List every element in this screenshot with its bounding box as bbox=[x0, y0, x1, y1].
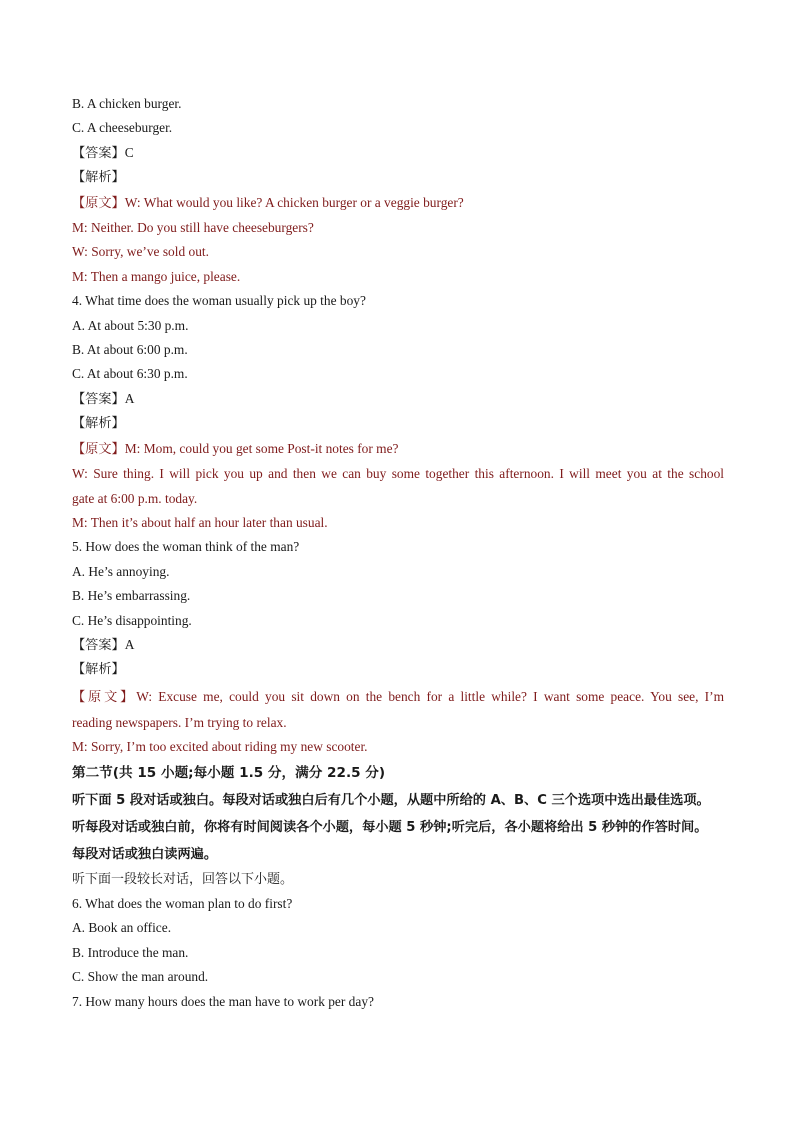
q4-option-b: B. At about 6:00 p.m. bbox=[72, 342, 188, 358]
transcript-label: 【原文】 bbox=[72, 689, 137, 705]
q3-option-c: C. A cheeseburger. bbox=[72, 120, 173, 136]
q3-transcript-line: M: Neither. Do you still have cheeseburgers? bbox=[72, 220, 314, 236]
q4-option-c: C. At about 6:30 p.m. bbox=[72, 366, 188, 382]
q5-transcript-line: 【原文】W: Excuse me, could you sit down on the bench for a little while? I want some peace. You see, I’m bbox=[72, 688, 724, 705]
q3-answer bbox=[72, 141, 724, 166]
answer-value: A bbox=[124, 636, 135, 652]
q6-option-a: A. Book an office. bbox=[72, 920, 172, 936]
q7-question: 7. How many hours does the man have to work per day? bbox=[72, 993, 374, 1009]
q4-transcript-line: gate at 6:00 p.m. today. bbox=[72, 490, 198, 506]
section-heading: 第二节(共 15 小题;每小题 1.5 分，满分 22.5 分) bbox=[72, 764, 386, 781]
q4-question: 4. What time does the woman usually pick up the boy? bbox=[72, 293, 366, 309]
answer-value: C bbox=[124, 144, 134, 160]
q6-question: 6. What does the woman plan to do first? bbox=[72, 895, 293, 911]
q3-transcript-line: 【原文】W: What would you like? A chicken burger or a veggie burger? bbox=[72, 194, 464, 211]
transcript-label: 【原文】 bbox=[72, 441, 125, 457]
section-instruction: 听每段对话或独白前，你将有时间阅读各个小题，每小题 5 秒钟;听完后，各小题将给出 5 秒钟的作答时间。 bbox=[72, 819, 708, 835]
q4-analysis-label: 【解析】 bbox=[72, 416, 125, 432]
q5-analysis-label: 【解析】 bbox=[72, 662, 125, 678]
q4-transcript-line: M: Then it’s about half an hour later than usual. bbox=[72, 514, 328, 530]
answer-label: 【答案】 bbox=[72, 391, 125, 407]
section-instruction: 听下面 5 段对话或独白。每段对话或独白后有几个小题，从题中所给的 A、B、C 三个选项中选出最佳选项。 bbox=[72, 792, 710, 808]
answer-label: 【答案】 bbox=[72, 637, 125, 653]
q5-question: 5. How does the woman think of the man? bbox=[72, 539, 300, 555]
q3-option-b: B. A chicken burger. bbox=[72, 96, 182, 111]
q3-transcript-line: M: Then a mango juice, please. bbox=[72, 268, 241, 284]
q4-transcript-line: 【原文】M: Mom, could you get some Post-it notes for me? bbox=[72, 440, 399, 457]
transcript-label: 【原文】 bbox=[72, 195, 125, 211]
sub-instruction: 听下面一段较长对话，回答以下小题。 bbox=[72, 871, 294, 887]
q5-answer bbox=[72, 633, 724, 658]
q4-transcript-line: W: Sure thing. I will pick you up and then we can buy some together this afternoon. I will meet you at the school bbox=[72, 466, 724, 482]
q5-transcript-line: reading newspapers. I’m trying to relax. bbox=[72, 714, 287, 730]
q5-option-b: B. He’s embarrassing. bbox=[72, 588, 191, 604]
q3-transcript-line: W: Sorry, we’ve sold out. bbox=[72, 244, 209, 260]
q5-option-a: A. He’s annoying. bbox=[72, 563, 170, 579]
q4-answer bbox=[72, 387, 724, 412]
answer-value: A bbox=[124, 390, 135, 406]
q5-transcript-line: M: Sorry, I’m too excited about riding my new scooter. bbox=[72, 739, 368, 755]
q6-option-b: B. Introduce the man. bbox=[72, 944, 189, 960]
q5-option-c: C. He’s disappointing. bbox=[72, 612, 192, 628]
document-page bbox=[72, 92, 724, 1014]
q3-analysis-label: 【解析】 bbox=[72, 170, 125, 186]
q6-option-c: C. Show the man around. bbox=[72, 969, 209, 985]
section-instruction: 每段对话或独白读两遍。 bbox=[72, 846, 218, 862]
q4-option-a: A. At about 5:30 p.m. bbox=[72, 317, 189, 333]
answer-label: 【答案】 bbox=[72, 145, 125, 161]
